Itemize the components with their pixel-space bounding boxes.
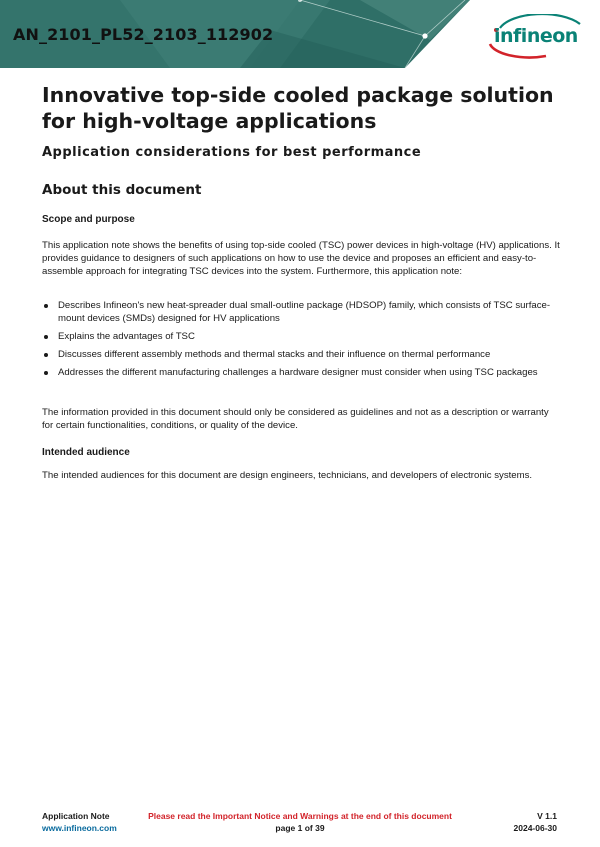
scope-heading: Scope and purpose	[42, 214, 135, 225]
audience-heading: Intended audience	[42, 447, 130, 458]
scope-bullet-list	[42, 299, 562, 384]
footer-center	[130, 810, 470, 834]
footer-page-number: page 1 of 39	[275, 823, 325, 833]
document-id: AN_2101_PL52_2103_112902	[13, 25, 274, 44]
audience-text: The intended audiences for this document are design engineers, technicians, and developers of electronic systems.	[42, 470, 533, 481]
bullet-icon	[44, 353, 48, 357]
infineon-logo	[486, 14, 586, 60]
list-item-text: Explains the advantages of TSC	[58, 331, 195, 342]
footer-date: 2024-06-30	[513, 823, 557, 833]
bullet-icon	[44, 371, 48, 375]
about-heading: About this document	[42, 182, 202, 198]
bullet-icon	[44, 335, 48, 339]
logo-wordmark: infineon	[494, 25, 578, 47]
scope-disclaimer: The information provided in this document should only be considered as guidelines and not as a description or warranty for certain functionalities, conditions, or quality of the device.	[42, 407, 549, 431]
footer-notice: Please read the Important Notice and Warnings at the end of this document	[148, 811, 452, 821]
list-item	[42, 348, 562, 361]
footer-doc-type: Application Note	[42, 811, 110, 821]
footer-left	[42, 810, 117, 834]
document-subtitle: Application considerations for best performance	[42, 145, 422, 160]
document-title: Innovative top-side cooled package solution for high-voltage applications	[42, 83, 554, 133]
list-item-text: Discusses different assembly methods and thermal stacks and their influence on thermal performance	[58, 349, 491, 360]
footer-version: V 1.1	[537, 811, 557, 821]
list-item-text: Describes Infineon's new heat-spreader dual small-outline package (HDSOP) family, which consists of TSC surface-mount devices (SMDs) designed for HV applications	[58, 300, 551, 324]
list-item	[42, 299, 562, 325]
list-item	[42, 330, 562, 343]
footer-website-link[interactable]: www.infineon.com	[42, 823, 117, 833]
list-item	[42, 366, 562, 379]
footer-right	[514, 810, 557, 834]
bullet-icon	[44, 304, 48, 308]
scope-intro: This application note shows the benefits of using top-side cooled (TSC) power devices in high-voltage (HV) applications. It provides guidance to designers of such applications on how to use the device and proposes an efficient and easy-to-assemble approach for integrating TSC devices into the system. Furthermore, this application note:	[42, 240, 560, 277]
list-item-text: Addresses the different manufacturing challenges a hardware designer must consider when using TSC packages	[58, 367, 538, 378]
